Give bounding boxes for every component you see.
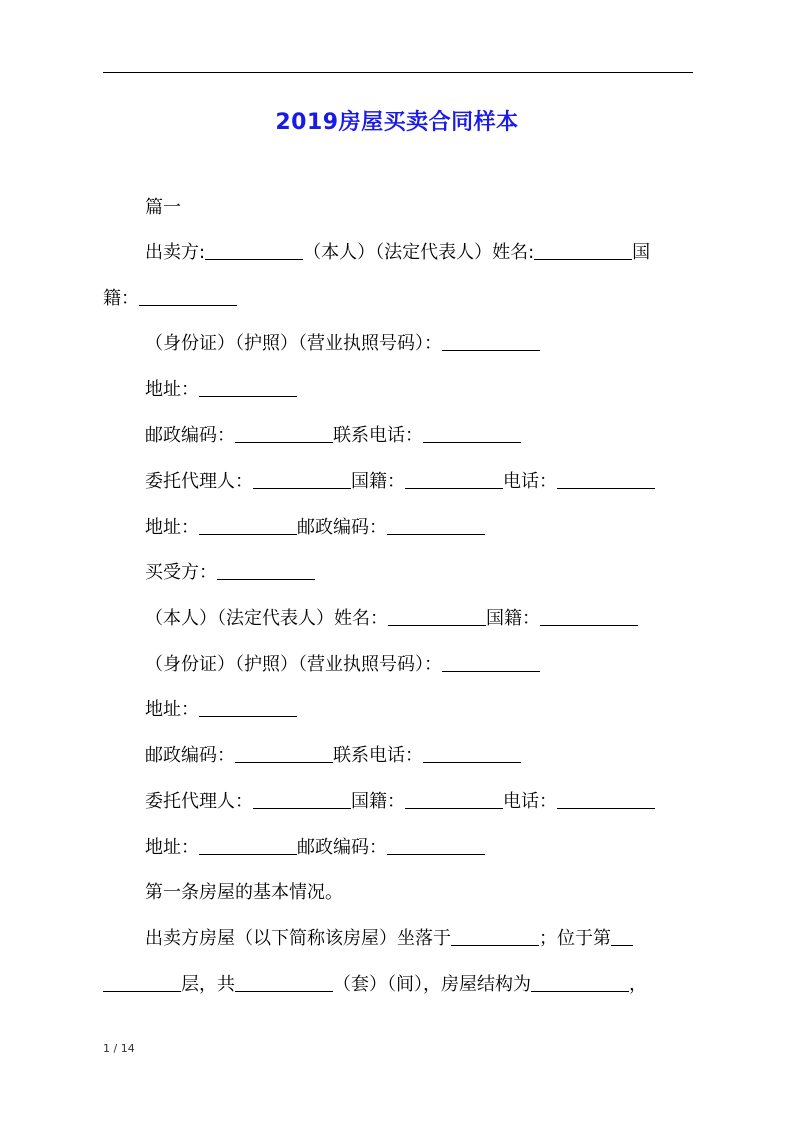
buyer-contact-line — [145, 743, 521, 769]
floor-blank-end[interactable] — [103, 973, 181, 992]
article1-line1 — [145, 926, 633, 952]
buyer-phone-label: 联系电话： — [333, 745, 423, 766]
buyer-agent-blank[interactable] — [253, 790, 351, 809]
buyer-agent-address-label: 地址： — [145, 837, 199, 858]
buyer-name-label: （本人）（法定代表人）姓名： — [145, 608, 388, 629]
buyer-nationality-blank[interactable] — [540, 607, 638, 626]
seller-agent-address-blank[interactable] — [199, 516, 297, 535]
seller-agent-line — [145, 469, 655, 495]
structure-blank[interactable] — [531, 973, 629, 992]
page-indicator: 1 / 14 — [103, 1042, 135, 1055]
line-end-comma: ， — [629, 974, 647, 995]
buyer-id-label: （身份证）（护照）（营业执照号码）： — [145, 654, 442, 675]
buyer-name-line — [145, 606, 638, 632]
total-blank[interactable] — [235, 973, 333, 992]
buyer-postcode-label: 邮政编码： — [145, 745, 235, 766]
seller-blank[interactable] — [205, 241, 303, 260]
seller-line — [145, 240, 650, 266]
seller-agent-phone-label: 电话： — [503, 471, 557, 492]
seller-agent-address-line — [145, 515, 485, 541]
article1-line2 — [103, 972, 647, 998]
buyer-line — [145, 560, 315, 586]
buyer-agent-postcode-blank[interactable] — [387, 836, 485, 855]
seller-agent-blank[interactable] — [253, 470, 351, 489]
buyer-address-line — [145, 697, 297, 723]
structure-label: （套）（间），房屋结构为 — [333, 974, 531, 995]
buyer-address-label: 地址： — [145, 699, 199, 720]
seller-id-blank[interactable] — [442, 332, 540, 351]
seller-agent-postcode-blank[interactable] — [387, 516, 485, 535]
seller-postcode-blank[interactable] — [235, 424, 333, 443]
buyer-blank[interactable] — [217, 561, 315, 580]
buyer-agent-line — [145, 789, 655, 815]
seller-address-line — [145, 377, 297, 403]
seller-postcode-label: 邮政编码： — [145, 425, 235, 446]
buyer-id-blank[interactable] — [442, 653, 540, 672]
article1-heading: 第一条房屋的基本情况。 — [145, 882, 343, 903]
seller-address-blank[interactable] — [199, 378, 297, 397]
seller-id-label: （身份证）（护照）（营业执照号码）： — [145, 333, 442, 354]
property-location-label: 出卖方房屋（以下简称该房屋）坐落于 — [145, 928, 451, 949]
header-rule — [103, 72, 693, 73]
total-label: 层，共 — [181, 974, 235, 995]
seller-agent-address-label: 地址： — [145, 517, 199, 538]
buyer-agent-phone-blank[interactable] — [557, 790, 655, 809]
seller-nationality-blank[interactable] — [139, 287, 237, 306]
seller-agent-postcode-label: 邮政编码： — [297, 517, 387, 538]
seller-nationality-label-end: 籍： — [103, 288, 139, 309]
floor-blank-start[interactable] — [611, 927, 633, 946]
seller-phone-blank[interactable] — [423, 424, 521, 443]
seller-agent-nationality-label: 国籍： — [351, 471, 405, 492]
buyer-name-blank[interactable] — [388, 607, 486, 626]
buyer-nationality-label: 国籍： — [486, 608, 540, 629]
buyer-id-line — [145, 652, 540, 678]
buyer-agent-address-blank[interactable] — [199, 836, 297, 855]
seller-contact-line — [145, 423, 521, 449]
buyer-phone-blank[interactable] — [423, 744, 521, 763]
section-heading: 篇一 — [145, 197, 181, 218]
seller-name-blank[interactable] — [534, 241, 632, 260]
seller-nationality-line — [103, 286, 237, 312]
buyer-agent-nationality-blank[interactable] — [405, 790, 503, 809]
buyer-address-blank[interactable] — [199, 698, 297, 717]
property-location-blank[interactable] — [451, 927, 539, 946]
buyer-postcode-blank[interactable] — [235, 744, 333, 763]
seller-address-label: 地址： — [145, 379, 199, 400]
seller-agent-label: 委托代理人： — [145, 471, 253, 492]
seller-agent-nationality-blank[interactable] — [405, 470, 503, 489]
buyer-agent-phone-label: 电话： — [503, 791, 557, 812]
buyer-agent-label: 委托代理人： — [145, 791, 253, 812]
buyer-label: 买受方： — [145, 562, 217, 583]
buyer-agent-postcode-label: 邮政编码： — [297, 837, 387, 858]
document-title: 2019房屋买卖合同样本 — [275, 110, 519, 135]
seller-agent-phone-blank[interactable] — [557, 470, 655, 489]
seller-label: 出卖方: — [145, 242, 206, 263]
seller-nationality-label-start: 国 — [632, 242, 651, 263]
seller-id-line — [145, 331, 540, 357]
seller-name-label: （本人）（法定代表人）姓名: — [303, 242, 535, 263]
floor-label: ；位于第 — [539, 928, 611, 949]
buyer-agent-nationality-label: 国籍： — [351, 791, 405, 812]
buyer-agent-address-line — [145, 835, 485, 861]
seller-phone-label: 联系电话： — [333, 425, 423, 446]
